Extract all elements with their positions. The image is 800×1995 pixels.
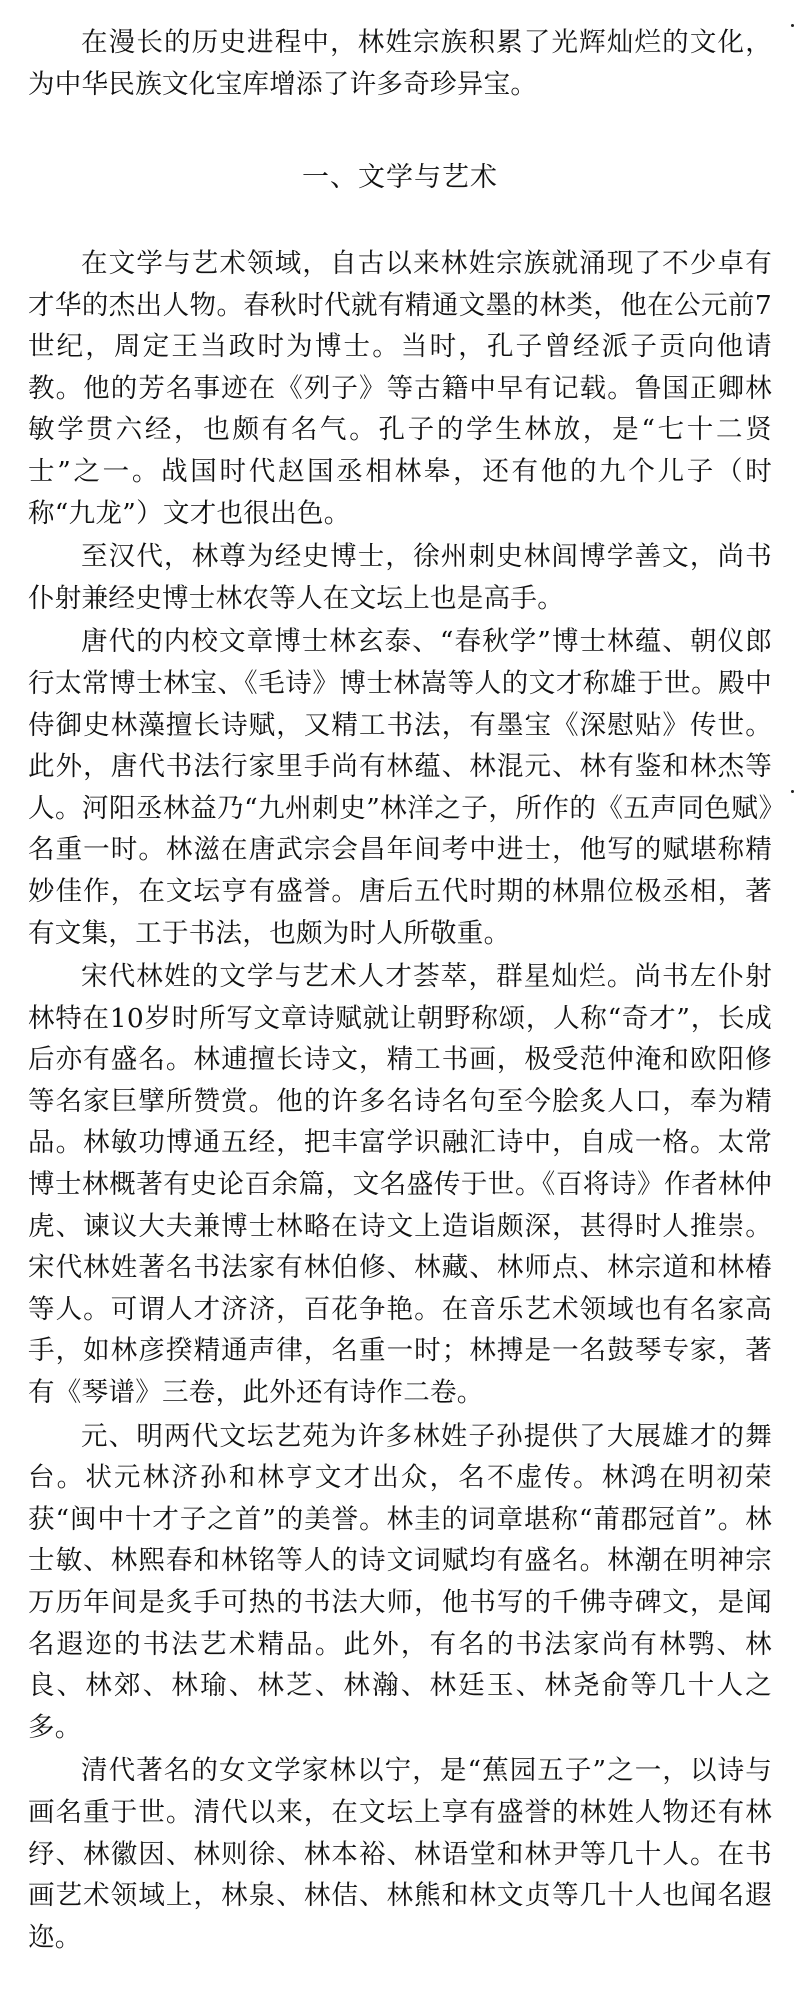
scan-speck	[791, 24, 794, 27]
intro-paragraph: 在漫长的历史进程中，林姓宗族积累了光辉灿烂的文化，为中华民族文化宝库增添了许多奇珍异宝。	[28, 27, 772, 100]
paragraph-tang: 唐代的内校文章博士林玄泰、“春秋学”博士林蕴、朝仪郎行太常博士林宝、《毛诗》博士林嵩等人的文才称雄于世。殿中侍御史林藻擅长诗赋，又精工书法，有墨宝《深慰贴》传世。此外，唐代书法行家里手尚有林蕴、林混元、林有鉴和林杰等人。河阳丞林益乃“九州刺史”林洋之子，所作的《五声同色赋》名重一时。林滋在唐武宗会昌年间考中进士，他写的赋堪称精妙佳作，在文坛亨有盛誉。唐后五代时期的林鼎位极丞相，著有文集，工于书法，也颇为时人所敬重。	[28, 626, 772, 949]
section-title: 一、文学与艺术	[302, 162, 498, 193]
scan-speck	[791, 790, 794, 793]
paragraph-song: 宋代林姓的文学与艺术人才荟萃，群星灿烂。尚书左仆射林特在10岁时所写文章诗赋就让朝野称颂，人称“奇才”，长成后亦有盛名。林逋擅长诗文，精工书画，极受范仲淹和欧阳修等名家巨擘所赞赏。他的许多名诗名句至今脍炙人口，奉为精品。林敏功博通五经，把丰富学识融汇诗中，自成一格。太常博士林概著有史论百余篇，文名盛传于世。《百将诗》作者林仲虎、谏议大夫兼博士林略在诗文上造诣颇深，甚得时人推崇。宋代林姓著名书法家有林伯修、林藏、林师点、林宗道和林椿等人。可谓人才济济，百花争艳。在音乐艺术领域也有名家高手，如林彦揆精通声律，名重一时；林搏是一名鼓琴专家，著有《琴谱》三卷，此外还有诗作二卷。	[28, 961, 772, 1409]
paragraph-yuan-ming: 元、明两代文坛艺苑为许多林姓子孙提供了大展雄才的舞台。状元林济孙和林亨文才出众，名不虚传。林鸿在明初荣获“闽中十才子之首”的美誉。林圭的词章堪称“莆郡冠首”。林士敏、林熙春和林铭等人的诗文词赋均有盛名。林潮在明神宗万历年间是炙手可热的书法大师，他书写的千佛寺碑文，是闻名遐迩的书法艺术精品。此外，有名的书法家尚有林鹗、林良、林郊、林瑜、林芝、林瀚、林廷玉、林尧俞等几十人之多。	[28, 1420, 772, 1743]
paragraph-pre-qin: 在文学与艺术领域，自古以来林姓宗族就涌现了不少卓有才华的杰出人物。春秋时代就有精通文墨的林类，他在公元前7世纪，周定王当政时为博士。当时，孔子曾经派子贡向他请教。他的芳名事迹在《列子》等古籍中早有记载。鲁国正卿林敏学贯六经，也颇有名气。孔子的学生林放，是“七十二贤士”之一。战国时代赵国丞相林皋，还有他的九个儿子（时称“九龙”）文才也很出色。	[28, 248, 772, 529]
paragraph-qing: 清代著名的女文学家林以宁，是“蕉园五子”之一，以诗与画名重于世。清代以来，在文坛上享有盛誉的林姓人物还有林纾、林徽因、林则徐、林本裕、林语堂和林尹等几十人。在书画艺术领域上，林泉、林佶、林熊和林文贞等几十人也闻名遐迩。	[28, 1755, 772, 1953]
paragraph-han: 至汉代，林尊为经史博士，徐州刺史林闾博学善文，尚书仆射兼经史博士林农等人在文坛上也是高手。	[28, 541, 772, 614]
section-body	[28, 243, 772, 1960]
